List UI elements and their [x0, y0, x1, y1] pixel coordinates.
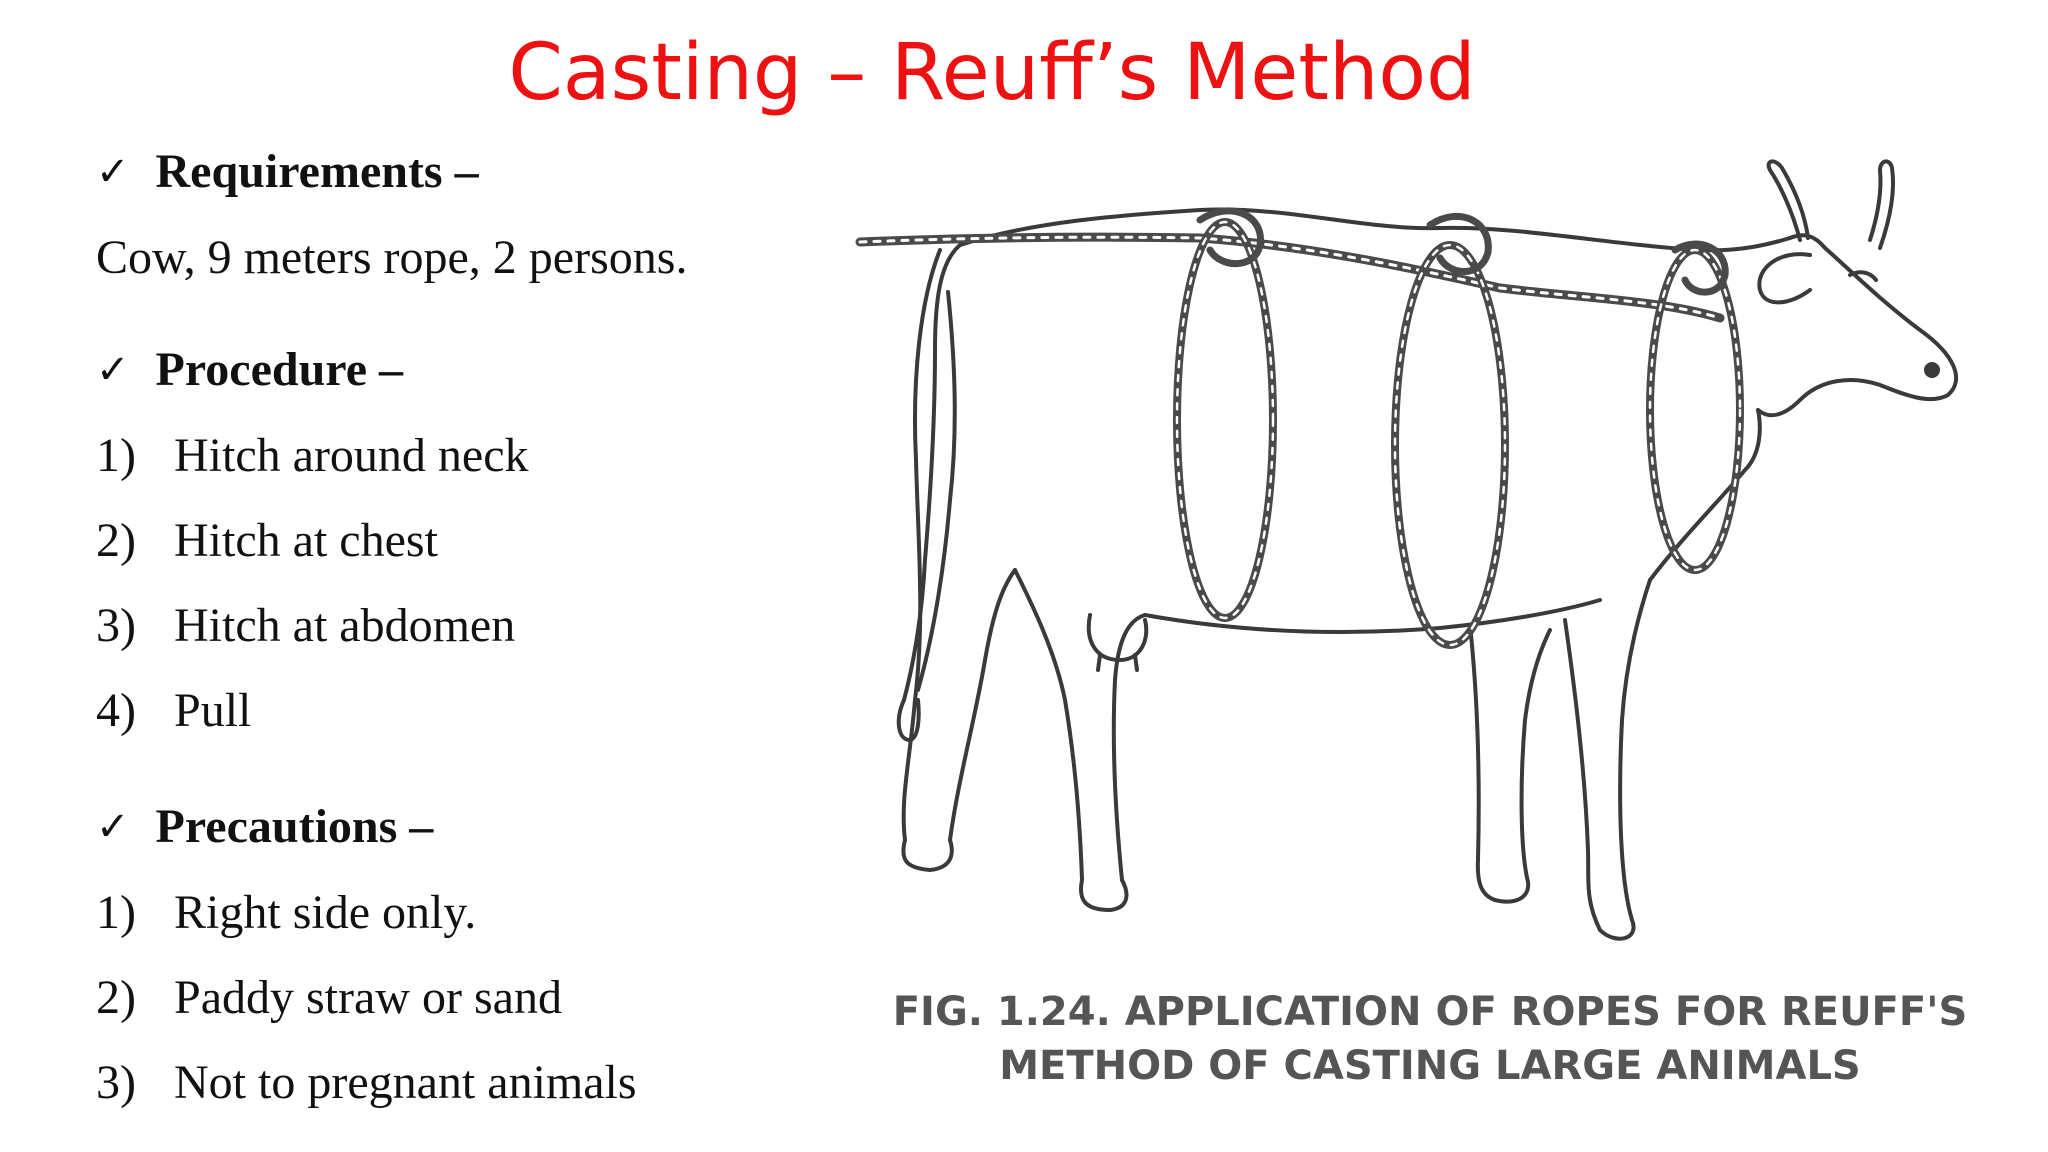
procedure-heading	[96, 343, 404, 396]
checkmark-icon: ✓	[96, 347, 130, 393]
list-text: Hitch around neck	[174, 429, 529, 482]
list-text: Right side only.	[174, 886, 477, 939]
list-number: 4)	[96, 684, 136, 737]
precautions-heading	[96, 800, 434, 853]
list-number: 1)	[96, 886, 136, 939]
figure-caption-line-2: METHOD OF CASTING LARGE ANIMALS	[999, 1043, 1861, 1089]
checkmark-icon: ✓	[96, 149, 130, 195]
requirements-heading	[96, 145, 479, 198]
precautions-heading-label: Precautions –	[155, 800, 434, 853]
precaution-item	[96, 886, 477, 939]
list-number: 3)	[96, 1056, 136, 1109]
list-number: 3)	[96, 599, 136, 652]
text-column	[0, 0, 820, 1152]
list-number: 2)	[96, 514, 136, 567]
slide-title: Casting – Reuff’s Method	[508, 28, 1476, 118]
list-number: 1)	[96, 429, 136, 482]
requirements-heading-label: Requirements –	[155, 145, 479, 198]
list-text: Not to pregnant animals	[174, 1056, 637, 1109]
list-text: Paddy straw or sand	[174, 971, 562, 1024]
procedure-item	[96, 599, 516, 652]
list-text: Pull	[174, 684, 252, 737]
figure-caption-line-1: FIG. 1.24. APPLICATION OF ROPES FOR REUFF'S	[892, 989, 1968, 1035]
list-text: Hitch at chest	[174, 514, 438, 567]
procedure-item	[96, 684, 252, 737]
precaution-item	[96, 1056, 637, 1109]
list-text: Hitch at abdomen	[174, 599, 516, 652]
precaution-item	[96, 971, 562, 1024]
requirements-text: Cow, 9 meters rope, 2 persons.	[96, 231, 688, 284]
checkmark-icon: ✓	[96, 804, 130, 850]
procedure-item	[96, 514, 438, 567]
procedure-heading-label: Procedure –	[155, 343, 404, 396]
procedure-item	[96, 429, 529, 482]
list-number: 2)	[96, 971, 136, 1024]
cow-rope-illustration	[840, 120, 2020, 1080]
